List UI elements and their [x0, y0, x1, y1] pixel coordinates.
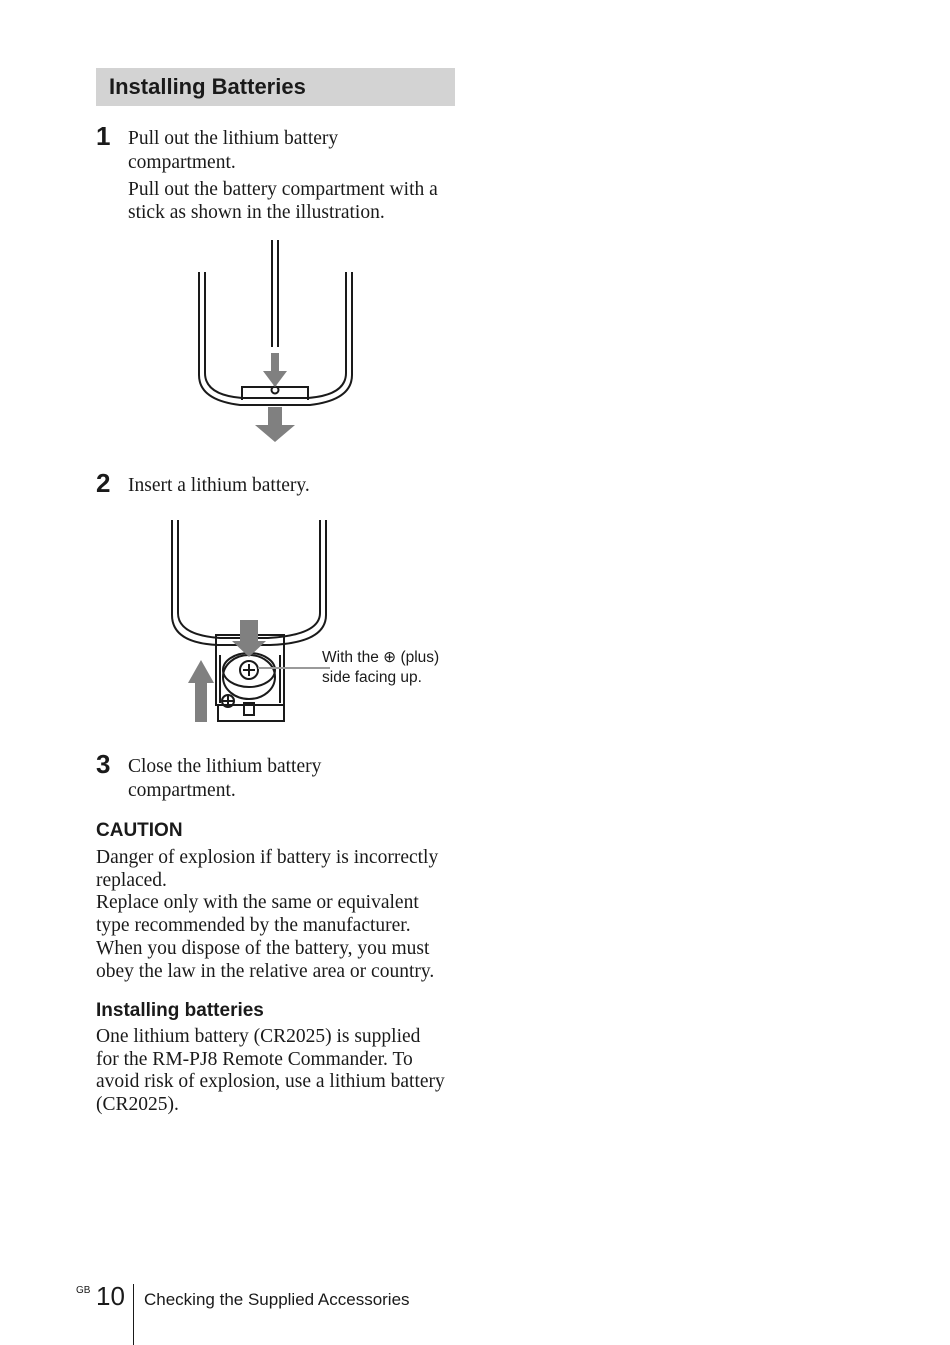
installing-batteries-text	[96, 1026, 458, 1117]
step-3-line-1: Close the lithium battery	[128, 756, 322, 777]
caution-heading: CAUTION	[96, 820, 183, 841]
push-down-arrow-icon	[263, 353, 287, 387]
caution-line: replaced.	[96, 869, 167, 891]
step-1-detail-line-2: stick as shown in the illustration.	[128, 202, 385, 223]
step-3-line-2: compartment.	[128, 780, 236, 801]
caution-text	[96, 847, 456, 983]
remote-insert-battery-illustration	[160, 515, 330, 730]
step-2-instruction	[128, 474, 458, 498]
step-1-detail-line-1: Pull out the battery compartment with a	[128, 179, 438, 200]
step-1-number: 1	[96, 121, 111, 151]
caution-line: type recommended by the manufacturer.	[96, 915, 411, 937]
step-2-line-1: Insert a lithium battery.	[128, 475, 310, 496]
installing-batteries-heading: Installing batteries	[96, 1000, 264, 1021]
plus-side-callout	[322, 648, 462, 688]
batteries-line: avoid risk of explosion, use a lithium battery	[96, 1071, 445, 1093]
page-number: 10	[96, 1281, 125, 1311]
batteries-line: (CR2025).	[96, 1094, 179, 1116]
section-title: Installing Batteries	[96, 68, 455, 106]
slide-in-up-arrow-icon	[188, 660, 214, 722]
step-1-line-1: Pull out the lithium battery	[128, 128, 339, 149]
caution-line: obey the law in the relative area or country.	[96, 960, 435, 982]
step-1-detail	[128, 178, 458, 224]
caution-line: Replace only with the same or equivalent	[96, 892, 419, 914]
batteries-line: One lithium battery (CR2025) is supplied	[96, 1026, 421, 1047]
footer-language-code: GB	[76, 1285, 91, 1296]
batteries-line: for the RM-PJ8 Remote Commander. To	[96, 1048, 413, 1070]
callout-line-1: With the ⊕ (plus)	[322, 649, 440, 666]
callout-line-2: side facing up.	[322, 669, 422, 686]
step-1-line-2: compartment.	[128, 152, 236, 173]
pull-out-arrow-icon	[255, 407, 295, 442]
footer-chapter-title: Checking the Supplied Accessories	[144, 1290, 410, 1309]
step-3-instruction	[128, 755, 458, 803]
caution-line: Danger of explosion if battery is incorrectly	[96, 847, 439, 868]
step-2-number: 2	[96, 468, 111, 498]
remote-pull-compartment-illustration	[180, 235, 380, 450]
step-3-number: 3	[96, 749, 111, 779]
caution-line: When you dispose of the battery, you must	[96, 937, 430, 959]
step-1-instruction	[128, 127, 458, 175]
footer-divider	[133, 1284, 134, 1345]
